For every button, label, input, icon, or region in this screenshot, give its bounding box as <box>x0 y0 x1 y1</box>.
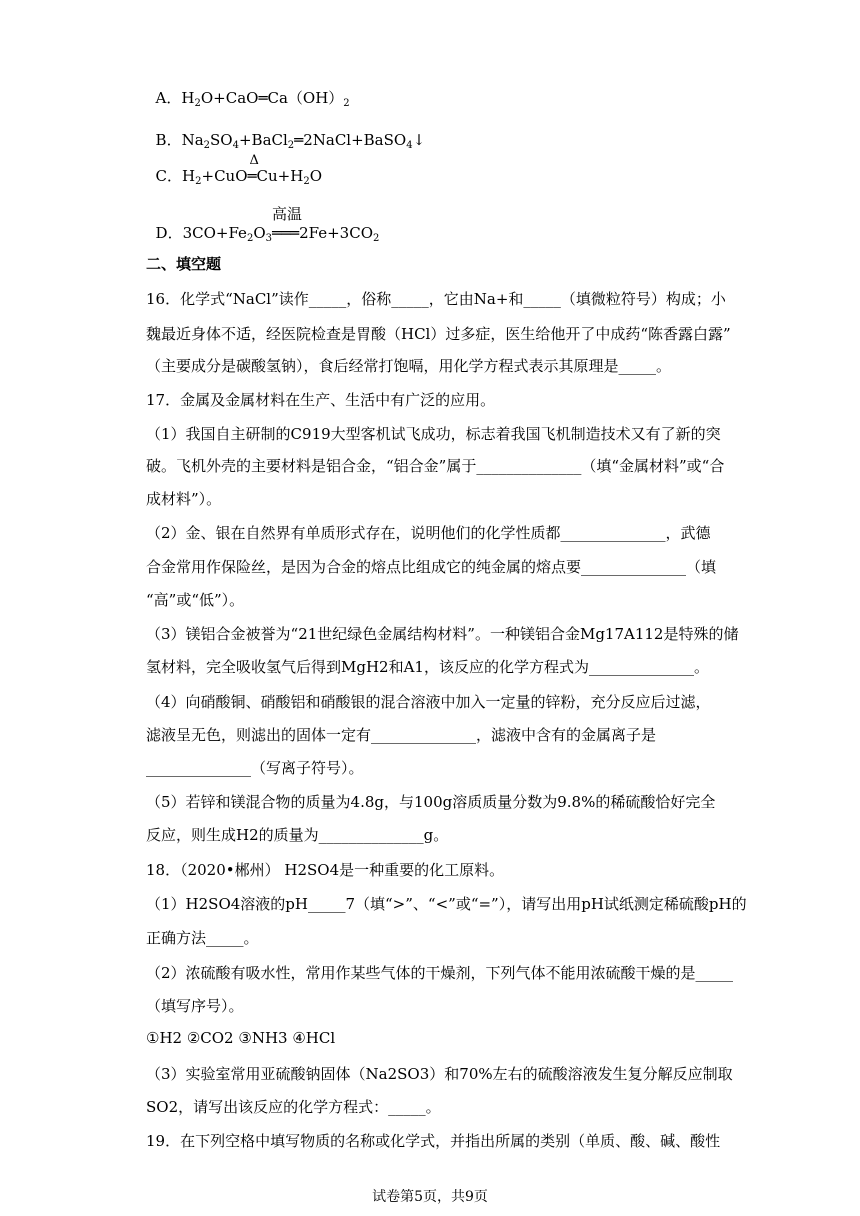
q17-p4a: （4）向硝酸铜、硝酸铝和硝酸银的混合溶液中加入一定量的锌粉，充分反应后过滤， <box>146 693 711 711</box>
q17-p5a: （5）若锌和镁混合物的质量为4.8g，与100g溶质质量分数为9.8%的稀硫酸恰好完全 <box>146 793 716 811</box>
q17-p1a: （1）我国自主研制的C919大型客机试飞成功，标志着我国飞机制造技术又有了新的突 <box>146 425 721 443</box>
q18-p2c: ①H2 ②CO2 ③NH3 ④HCl <box>146 1029 336 1047</box>
option-c: C．$H_2+CuO$ Δ $═Cu+H_2O$ <box>155 153 323 187</box>
q17-p2c: “高”或“低”）。 <box>146 591 245 609</box>
option-a: A．$H_2O+CaO═Ca(OH)_2$ <box>155 89 350 109</box>
q17-p3b: 氢材料，完全吸收氢气后得到MgH2和A1，该反应的化学方程式为______________。 <box>146 658 709 676</box>
section-title: 二、填空题 <box>146 255 222 273</box>
q18-p1b: 正确方法_____。 <box>146 929 259 947</box>
q17-p1b: 破。飞机外壳的主要材料是铝合金，“铝合金”属于______________（填“金属材料”或“合 <box>146 457 725 475</box>
q17-p1c: 成材料”）。 <box>146 490 222 508</box>
q18-p2b: （填写序号）。 <box>146 997 244 1015</box>
q17-p4b: 滤液呈无色，则滤出的固体一定有______________，滤液中含有的金属离子是 <box>146 726 657 744</box>
q17-p5b: 反应，则生成H2的质量为______________g。 <box>146 826 449 844</box>
q18-p3a: （3）实验室常用亚硫酸钠固体（Na2SO3）和70%左右的硫酸溶液发生复分解反应制取 <box>146 1065 733 1083</box>
q17-p2b: 合金常用作保险丝，是因为合金的熔点比组成它的纯金属的熔点要______________（填 <box>146 558 717 576</box>
q18-p2a: （2）浓硫酸有吸水性，常用作某些气体的干燥剂，下列气体不能用浓硫酸干燥的是_____ <box>146 964 734 982</box>
q17-intro: 17．金属及金属材料在生产、生活中有广泛的应用。 <box>146 391 496 409</box>
q18-p1a: （1）H2SO4溶液的pH_____7（填“>”、“<”或“=”），请写出用pH试纸测定稀硫酸pH的 <box>146 895 747 913</box>
q18-intro: 18．（2020•郴州） H2SO4是一种重要的化工原料。 <box>146 861 505 879</box>
q16-line1: 16．化学式“NaCl”读作_____，俗称_____，它由Na+和_____（填微粒符号）构成；小 <box>146 290 726 308</box>
q16-line2: 魏最近身体不适，经医院检查是胃酸（HCl）过多症，医生给他开了中成药“陈香露白露” <box>146 325 731 343</box>
q17-p2a: （2）金、银在自然界有单质形式存在，说明他们的化学性质都______________，武德 <box>146 524 711 542</box>
q19-line1: 19．在下列空格中填写物质的名称或化学式，并指出所属的类别（单质、酸、碱、酸性 <box>146 1132 721 1150</box>
option-d: D．$3CO+Fe_2O_3$ 高温 $═══2Fe+3CO_2$ <box>155 205 380 244</box>
q16-line3: （主要成分是碳酸氢钠），食后经常打饱嗝，用化学方程式表示其原理是_____。 <box>146 357 672 375</box>
option-b: B．$Na_2SO_4+BaCl_2═2NaCl+BaSO_4↓$ <box>155 131 426 151</box>
q18-p3b: SO2，请写出该反应的化学方程式：_____。 <box>146 1098 441 1116</box>
q17-p4c: ______________（写离子符号）。 <box>146 759 364 777</box>
q17-p3a: （3）镁铝合金被誉为“21世纪绿色金属结构材料”。一种镁铝合金Mg17A112是特殊的储 <box>146 625 739 643</box>
page-footer: 试卷第5页，共9页 <box>372 1189 488 1205</box>
